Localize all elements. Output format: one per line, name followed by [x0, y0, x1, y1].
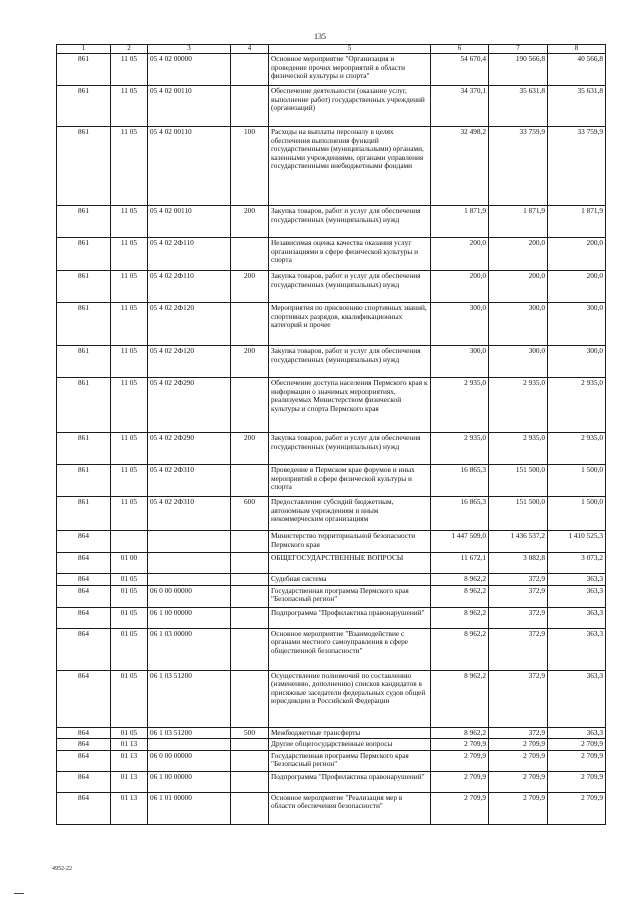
- table-row: [57, 127, 606, 206]
- cell-item-name: Подпрограмма "Профилактика правонарушений": [269, 771, 431, 792]
- cell-section-code: 01 05: [111, 628, 148, 670]
- table-row: [57, 727, 606, 739]
- cell-expense-type: [231, 771, 269, 792]
- cell-section-code: 01 05: [111, 585, 148, 607]
- cell-target-article: [148, 531, 231, 553]
- cell-administrator-code: 864: [57, 670, 111, 727]
- page-number: 135: [314, 32, 326, 41]
- cell-target-article: 05 4 02 2Ф290: [148, 433, 231, 465]
- cell-expense-type: 500: [231, 727, 269, 739]
- cell-amount-1: 1 871,9: [431, 206, 489, 238]
- cell-section-code: 11 05: [111, 465, 148, 497]
- cell-expense-type: [231, 739, 269, 751]
- cell-item-name: Основное мероприятие "Организация и проведение прочих мероприятий в области физической культуры и спорта": [269, 54, 431, 86]
- cell-administrator-code: 864: [57, 531, 111, 553]
- cell-target-article: 05 4 02 2Ф120: [148, 303, 231, 346]
- cell-section-code: 01 05: [111, 727, 148, 739]
- table-row: [57, 303, 606, 346]
- cell-section-code: 11 05: [111, 238, 148, 271]
- cell-target-article: 05 4 02 00110: [148, 86, 231, 127]
- table-row: [57, 553, 606, 574]
- cell-item-name: Закупка товаров, работ и услуг для обеспечения государственных (муниципальных) нужд: [269, 433, 431, 465]
- cell-amount-2: 151 500,0: [489, 465, 548, 497]
- cell-amount-1: 2 709,9: [431, 792, 489, 824]
- cell-item-name: Закупка товаров, работ и услуг для обеспечения государственных (муниципальных) нужд: [269, 271, 431, 303]
- cell-section-code: 01 05: [111, 670, 148, 727]
- cell-item-name: Подпрограмма "Профилактика правонарушений": [269, 607, 431, 628]
- cell-section-code: 11 05: [111, 378, 148, 433]
- cell-item-name: Судебная система: [269, 574, 431, 586]
- cell-amount-2: 2 709,9: [489, 750, 548, 771]
- column-number-row: [57, 45, 606, 54]
- cell-amount-1: 2 709,9: [431, 739, 489, 751]
- table-row: [57, 378, 606, 433]
- cell-amount-3: 3 073,2: [548, 553, 606, 574]
- cell-item-name: Расходы на выплаты персоналу в целях обеспечения выполнения функций государственными (муниципальными) органами, казенными учреждениями, органами управления государственными внебюджетными фондами: [269, 127, 431, 206]
- cell-amount-3: 33 759,9: [548, 127, 606, 206]
- cell-expense-type: [231, 465, 269, 497]
- table-row: [57, 628, 606, 670]
- cell-target-article: 05 4 02 2Ф290: [148, 378, 231, 433]
- cell-amount-2: 200,0: [489, 271, 548, 303]
- cell-expense-type: 200: [231, 206, 269, 238]
- column-header: 3: [148, 45, 231, 54]
- cell-expense-type: [231, 670, 269, 727]
- cell-amount-2: 2 709,9: [489, 771, 548, 792]
- table-row: [57, 238, 606, 271]
- cell-amount-3: 200,0: [548, 271, 606, 303]
- cell-amount-1: 8 962,2: [431, 585, 489, 607]
- cell-expense-type: [231, 531, 269, 553]
- cell-section-code: [111, 531, 148, 553]
- cell-administrator-code: 864: [57, 750, 111, 771]
- column-header: 2: [111, 45, 148, 54]
- cell-item-name: Закупка товаров, работ и услуг для обеспечения государственных (муниципальных) нужд: [269, 346, 431, 378]
- cell-item-name: Обеспечение доступа населения Пермского края к информации о значимых мероприятиях, реализуемых Министерством физической культуры и спорта Пермского края: [269, 378, 431, 433]
- cell-amount-3: 300,0: [548, 303, 606, 346]
- cell-amount-1: 8 962,2: [431, 628, 489, 670]
- cell-amount-3: 200,0: [548, 238, 606, 271]
- cell-amount-1: 1 447 509,0: [431, 531, 489, 553]
- cell-amount-3: 1 410 525,3: [548, 531, 606, 553]
- cell-expense-type: [231, 585, 269, 607]
- footer-document-code: 4952-22: [52, 866, 72, 872]
- cell-expense-type: [231, 607, 269, 628]
- column-header: 7: [489, 45, 548, 54]
- cell-amount-3: 300,0: [548, 346, 606, 378]
- table-row: [57, 54, 606, 86]
- cell-item-name: Государственная программа Пермского края "Безопасный регион": [269, 750, 431, 771]
- cell-expense-type: [231, 378, 269, 433]
- cell-amount-2: 2 709,9: [489, 792, 548, 824]
- cell-amount-2: 372,9: [489, 670, 548, 727]
- cell-section-code: 01 05: [111, 607, 148, 628]
- cell-amount-3: 363,3: [548, 727, 606, 739]
- column-header: 8: [548, 45, 606, 54]
- cell-amount-2: 200,0: [489, 238, 548, 271]
- cell-expense-type: [231, 792, 269, 824]
- cell-target-article: [148, 739, 231, 751]
- cell-amount-1: 8 962,2: [431, 670, 489, 727]
- cell-target-article: 06 1 00 00000: [148, 607, 231, 628]
- cell-administrator-code: 861: [57, 465, 111, 497]
- cell-amount-1: 300,0: [431, 346, 489, 378]
- cell-amount-3: 2 709,9: [548, 771, 606, 792]
- cell-section-code: 11 05: [111, 271, 148, 303]
- cell-expense-type: [231, 553, 269, 574]
- cell-section-code: 11 05: [111, 86, 148, 127]
- column-header: 1: [57, 45, 111, 54]
- table-row: [57, 607, 606, 628]
- cell-expense-type: 200: [231, 346, 269, 378]
- cell-amount-1: 32 498,2: [431, 127, 489, 206]
- table-row: [57, 206, 606, 238]
- cell-expense-type: 600: [231, 497, 269, 531]
- cell-item-name: ОБЩЕГОСУДАРСТВЕННЫЕ ВОПРОСЫ: [269, 553, 431, 574]
- budget-table: [56, 44, 606, 825]
- cell-amount-2: 1 871,9: [489, 206, 548, 238]
- table-row: [57, 531, 606, 553]
- cell-target-article: 05 4 02 00110: [148, 206, 231, 238]
- column-header: 6: [431, 45, 489, 54]
- cell-item-name: Мероприятия по присвоению спортивных званий, спортивных разрядов, квалификационных категорий и прочее: [269, 303, 431, 346]
- cell-administrator-code: 864: [57, 771, 111, 792]
- cell-item-name: Закупка товаров, работ и услуг для обеспечения государственных (муниципальных) нужд: [269, 206, 431, 238]
- table-row: [57, 771, 606, 792]
- cell-amount-3: 2 935,0: [548, 433, 606, 465]
- cell-section-code: 11 05: [111, 127, 148, 206]
- cell-amount-3: 2 709,9: [548, 750, 606, 771]
- cell-amount-1: 11 672,1: [431, 553, 489, 574]
- table-row: [57, 465, 606, 497]
- cell-amount-1: 2 709,9: [431, 771, 489, 792]
- cell-amount-1: 200,0: [431, 271, 489, 303]
- cell-administrator-code: 861: [57, 378, 111, 433]
- cell-amount-1: 8 962,2: [431, 574, 489, 586]
- cell-amount-1: 2 935,0: [431, 378, 489, 433]
- cell-target-article: 06 0 00 00000: [148, 585, 231, 607]
- column-header: 5: [269, 45, 431, 54]
- cell-expense-type: [231, 303, 269, 346]
- cell-item-name: Министерство территориальной безопасности Пермского края: [269, 531, 431, 553]
- cell-administrator-code: 861: [57, 238, 111, 271]
- cell-administrator-code: 861: [57, 346, 111, 378]
- cell-target-article: [148, 574, 231, 586]
- cell-section-code: 11 05: [111, 206, 148, 238]
- cell-target-article: 05 4 02 2Ф110: [148, 238, 231, 271]
- cell-amount-2: 372,9: [489, 607, 548, 628]
- cell-section-code: 11 05: [111, 433, 148, 465]
- cell-target-article: 06 1 00 00000: [148, 771, 231, 792]
- cell-section-code: 01 13: [111, 771, 148, 792]
- table-row: [57, 433, 606, 465]
- cell-item-name: Осуществление полномочий по составлению (изменению, дополнению) списков кандидатов в присяжные заседатели федеральных судов общей юрисдикции в Российской Федерации: [269, 670, 431, 727]
- cell-amount-3: 363,3: [548, 628, 606, 670]
- cell-expense-type: [231, 86, 269, 127]
- cell-section-code: 11 05: [111, 346, 148, 378]
- cell-amount-2: 2 935,0: [489, 433, 548, 465]
- cell-expense-type: [231, 750, 269, 771]
- cell-amount-1: 2 935,0: [431, 433, 489, 465]
- cell-amount-2: 372,9: [489, 585, 548, 607]
- table-row: [57, 739, 606, 751]
- cell-item-name: Предоставление субсидий бюджетным, автономным учреждениям и иным некоммерческим организациям: [269, 497, 431, 531]
- cell-amount-2: 372,9: [489, 727, 548, 739]
- cell-amount-1: 16 865,3: [431, 465, 489, 497]
- cell-target-article: 06 0 00 00000: [148, 750, 231, 771]
- cell-amount-3: 2 935,0: [548, 378, 606, 433]
- cell-section-code: 01 13: [111, 792, 148, 824]
- cell-administrator-code: 861: [57, 303, 111, 346]
- cell-amount-2: 151 500,0: [489, 497, 548, 531]
- cell-section-code: 01 13: [111, 739, 148, 751]
- cell-amount-2: 190 566,8: [489, 54, 548, 86]
- cell-item-name: Государственная программа Пермского края "Безопасный регион": [269, 585, 431, 607]
- table-row: [57, 585, 606, 607]
- cell-amount-2: 300,0: [489, 303, 548, 346]
- cell-amount-2: 2 935,0: [489, 378, 548, 433]
- cell-section-code: 01 05: [111, 574, 148, 586]
- cell-item-name: Проведение в Пермском крае форумов и иных мероприятий в сфере физической культуры и спорта: [269, 465, 431, 497]
- cell-amount-2: 2 709,9: [489, 739, 548, 751]
- page-corner-mark: [14, 893, 24, 894]
- cell-target-article: 05 4 02 2Ф310: [148, 497, 231, 531]
- cell-administrator-code: 864: [57, 739, 111, 751]
- table-row: [57, 271, 606, 303]
- cell-amount-1: 34 370,1: [431, 86, 489, 127]
- cell-administrator-code: 864: [57, 628, 111, 670]
- cell-amount-1: 2 709,9: [431, 750, 489, 771]
- cell-amount-3: 363,3: [548, 574, 606, 586]
- cell-amount-3: 363,3: [548, 607, 606, 628]
- cell-expense-type: 100: [231, 127, 269, 206]
- cell-item-name: Другие общегосударственные вопросы: [269, 739, 431, 751]
- cell-target-article: 06 1 01 00000: [148, 792, 231, 824]
- cell-administrator-code: 864: [57, 585, 111, 607]
- cell-amount-2: 372,9: [489, 628, 548, 670]
- table-row: [57, 346, 606, 378]
- cell-amount-3: 40 566,8: [548, 54, 606, 86]
- cell-expense-type: [231, 54, 269, 86]
- cell-amount-3: 1 500,0: [548, 497, 606, 531]
- cell-target-article: [148, 553, 231, 574]
- table-row: [57, 670, 606, 727]
- table-row: [57, 792, 606, 824]
- table-row: [57, 750, 606, 771]
- cell-administrator-code: 861: [57, 127, 111, 206]
- cell-expense-type: [231, 628, 269, 670]
- cell-amount-2: 3 082,8: [489, 553, 548, 574]
- cell-section-code: 11 05: [111, 54, 148, 86]
- cell-amount-1: 200,0: [431, 238, 489, 271]
- cell-target-article: 06 1 03 00000: [148, 628, 231, 670]
- cell-target-article: 05 4 02 00110: [148, 127, 231, 206]
- cell-target-article: 05 4 02 2Ф120: [148, 346, 231, 378]
- cell-target-article: 05 4 02 2Ф110: [148, 271, 231, 303]
- column-header: 4: [231, 45, 269, 54]
- cell-target-article: 06 1 03 51200: [148, 670, 231, 727]
- cell-expense-type: 200: [231, 433, 269, 465]
- cell-expense-type: 200: [231, 271, 269, 303]
- cell-amount-2: 35 631,8: [489, 86, 548, 127]
- cell-target-article: 06 1 03 51200: [148, 727, 231, 739]
- cell-amount-2: 33 759,9: [489, 127, 548, 206]
- cell-amount-3: 363,3: [548, 670, 606, 727]
- cell-administrator-code: 861: [57, 497, 111, 531]
- table-row: [57, 86, 606, 127]
- cell-amount-3: 1 871,9: [548, 206, 606, 238]
- cell-item-name: Основное мероприятие "Реализация мер в области обеспечения безопасности": [269, 792, 431, 824]
- budget-table-body: [57, 54, 606, 825]
- cell-item-name: Межбюджетные трансферты: [269, 727, 431, 739]
- cell-amount-1: 8 962,2: [431, 727, 489, 739]
- cell-section-code: 01 00: [111, 553, 148, 574]
- cell-expense-type: [231, 238, 269, 271]
- cell-expense-type: [231, 574, 269, 586]
- cell-administrator-code: 864: [57, 553, 111, 574]
- cell-section-code: 01 13: [111, 750, 148, 771]
- cell-amount-1: 300,0: [431, 303, 489, 346]
- cell-administrator-code: 861: [57, 433, 111, 465]
- cell-amount-2: 372,9: [489, 574, 548, 586]
- cell-amount-3: 1 500,0: [548, 465, 606, 497]
- cell-amount-1: 8 962,2: [431, 607, 489, 628]
- cell-section-code: 11 05: [111, 303, 148, 346]
- cell-administrator-code: 864: [57, 727, 111, 739]
- cell-section-code: 11 05: [111, 497, 148, 531]
- cell-amount-3: 2 709,9: [548, 792, 606, 824]
- table-row: [57, 574, 606, 586]
- cell-amount-2: 300,0: [489, 346, 548, 378]
- cell-target-article: 05 4 02 2Ф310: [148, 465, 231, 497]
- cell-amount-1: 54 670,4: [431, 54, 489, 86]
- cell-item-name: Основное мероприятие "Взаимодействие с органами местного самоуправления в сфере общественной безопасности": [269, 628, 431, 670]
- table-row: [57, 497, 606, 531]
- cell-administrator-code: 861: [57, 271, 111, 303]
- cell-administrator-code: 864: [57, 574, 111, 586]
- cell-administrator-code: 861: [57, 54, 111, 86]
- cell-item-name: Независимая оценка качества оказания услуг организациями в сфере физической культуры и спорта: [269, 238, 431, 271]
- cell-item-name: Обеспечение деятельности (оказание услуг, выполнение работ) государственных учреждений (организаций): [269, 86, 431, 127]
- cell-amount-3: 35 631,8: [548, 86, 606, 127]
- cell-amount-3: 363,3: [548, 585, 606, 607]
- cell-administrator-code: 861: [57, 206, 111, 238]
- cell-target-article: 05 4 02 00000: [148, 54, 231, 86]
- cell-administrator-code: 861: [57, 86, 111, 127]
- cell-amount-3: 2 709,9: [548, 739, 606, 751]
- cell-amount-1: 16 865,3: [431, 497, 489, 531]
- cell-amount-2: 1 436 537,2: [489, 531, 548, 553]
- cell-administrator-code: 864: [57, 607, 111, 628]
- cell-administrator-code: 864: [57, 792, 111, 824]
